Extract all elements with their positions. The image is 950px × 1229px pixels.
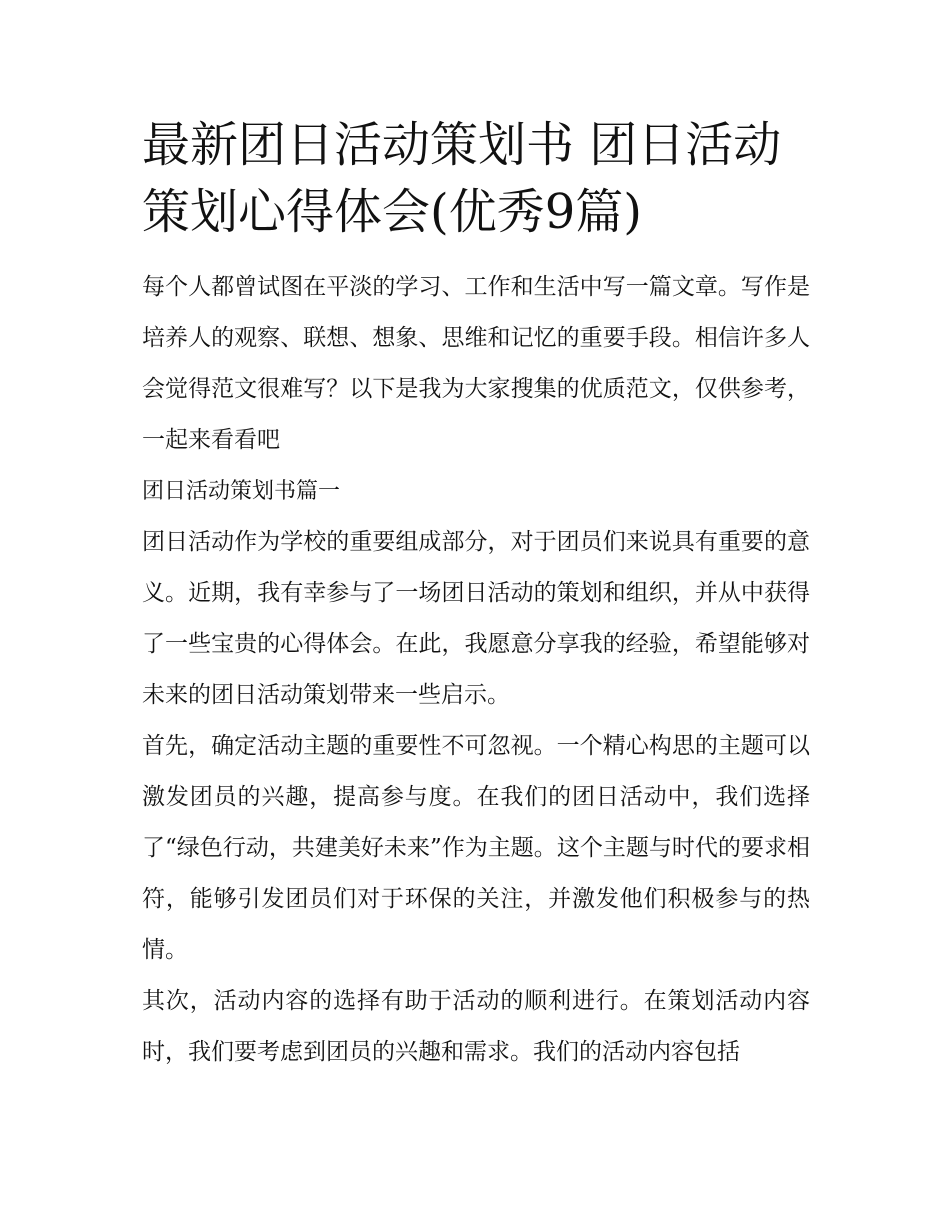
section-heading: 团日活动策划书篇一 bbox=[142, 479, 341, 504]
body-paragraph-1: 团日活动作为学校的重要组成部分，对于团员们来说具有重要的意义。近期，我有幸参与了一场团日活动的策划和组织，并从中获得了一些宝贵的心得体会。在此，我愿意分享我的经验，希望能够对未来的团日活动策划带来一些启示。 bbox=[142, 529, 810, 708]
document-page bbox=[142, 112, 810, 1078]
document-title: 最新团日活动策划书 团日活动策划心得体会(优秀9篇) bbox=[142, 117, 782, 240]
body-paragraph-3: 其次，活动内容的选择有助于活动的顺利进行。在策划活动内容时，我们要考虑到团员的兴趣和需求。我们的活动内容包括 bbox=[142, 988, 810, 1065]
body-paragraph-2: 首先，确定活动主题的重要性不可忽视。一个精心构思的主题可以激发团员的兴趣，提高参与度。在我们的团日活动中，我们选择了“绿色行动，共建美好未来”作为主题。这个主题与时代的要求相符，能够引发团员们对于环保的关注，并激发他们积极参与的热情。 bbox=[142, 733, 810, 963]
intro-paragraph: 每个人都曾试图在平淡的学习、工作和生活中写一篇文章。写作是培养人的观察、联想、想象、思维和记忆的重要手段。相信许多人会觉得范文很难写？以下是我为大家搜集的优质范文，仅供参考，一起来看看吧 bbox=[142, 274, 810, 453]
